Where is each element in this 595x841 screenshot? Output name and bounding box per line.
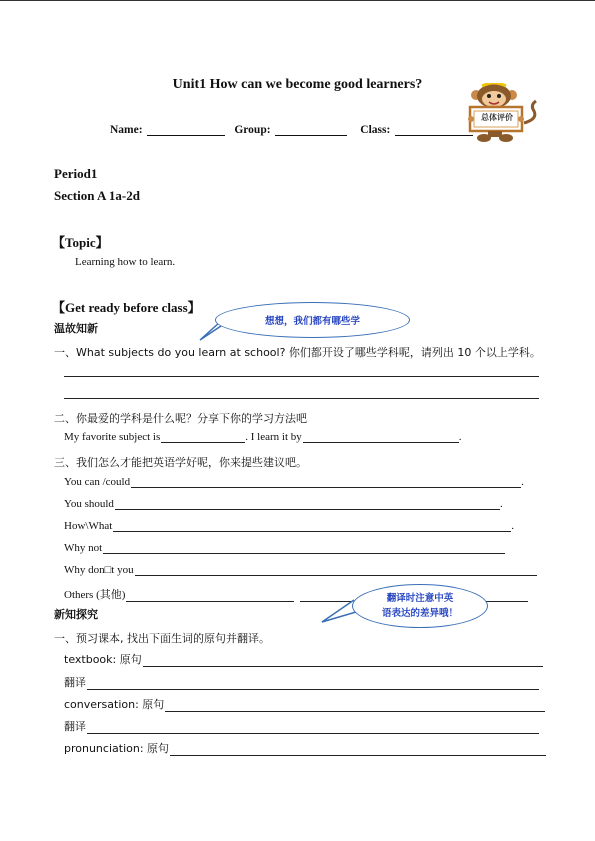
favorite-subject-blank[interactable] xyxy=(161,432,245,443)
review-label: 温故知新 xyxy=(54,322,98,335)
section-heading: Section A 1a-2d xyxy=(54,188,140,203)
group-label: Group: xyxy=(234,124,271,136)
class-label: Class: xyxy=(360,124,391,136)
suggestion-row xyxy=(64,564,537,576)
vocab-row-blank[interactable] xyxy=(165,701,545,712)
page-title: Unit1 How can we become good learners? xyxy=(172,77,423,92)
vocab-row-label: textbook: 原句 xyxy=(64,653,142,666)
row-end: . xyxy=(521,476,524,488)
suggestion-row xyxy=(64,520,514,532)
suggestion-row xyxy=(64,542,505,554)
vocab-row xyxy=(64,718,539,734)
hint-bubble-2-line2: 语表达的差异哦！ xyxy=(381,608,458,619)
suggestion-blank[interactable] xyxy=(126,591,294,602)
suggestion-prompt: You should xyxy=(64,498,114,510)
class-blank[interactable] xyxy=(395,123,473,136)
row-end: . xyxy=(499,498,503,510)
top-border xyxy=(0,0,595,1)
group-blank[interactable] xyxy=(275,123,347,136)
row-end: . xyxy=(511,520,515,532)
vocab-row-blank[interactable] xyxy=(87,723,539,734)
suggestion-prompt: Why don□t you xyxy=(64,564,134,576)
vocab-row xyxy=(64,651,543,667)
vocab-row-blank[interactable] xyxy=(87,679,539,690)
vocab-row-blank[interactable] xyxy=(143,656,543,667)
mascot-sign-text: 总体评价 xyxy=(481,113,513,122)
explore-label: 新知探究 xyxy=(54,608,98,621)
topic-heading: 【Topic】 xyxy=(52,235,109,250)
suggestion-prompt: Why not xyxy=(64,542,103,554)
vocab-row-blank[interactable] xyxy=(170,745,546,756)
period-heading: Period1 xyxy=(54,166,98,181)
vocab-row xyxy=(64,696,545,712)
vocab-row-label: 翻译 xyxy=(64,720,86,733)
answer-line-1b[interactable] xyxy=(64,398,539,399)
suggestion-row xyxy=(64,476,524,488)
suggestion-blank[interactable] xyxy=(115,499,500,510)
answer-line-1a[interactable] xyxy=(64,376,539,377)
question-1: 一、What subjects do you learn at school? 你们都开设了哪些学科呢，请列出 10 个以上学科。 xyxy=(54,346,541,359)
vocab-row-label: conversation: 原句 xyxy=(64,698,165,711)
row-end-period: . xyxy=(458,431,462,443)
hint-bubble-1-text: 想想，我们都有哪些学 xyxy=(264,316,360,327)
name-blank[interactable] xyxy=(147,123,225,136)
learn-by-prompt: . I learn it by xyxy=(245,431,302,443)
suggestion-blank[interactable] xyxy=(113,521,511,532)
explore-question-1: 一、预习课本, 找出下面生词的原句并翻译。 xyxy=(54,632,270,645)
vocab-row xyxy=(64,674,539,690)
suggestion-prompt: How\What xyxy=(64,520,113,532)
hint-bubble-2-line1: 翻译时注意中英 xyxy=(386,593,454,604)
favorite-subject-prompt: My favorite subject is xyxy=(64,431,161,443)
hint-bubble-1 xyxy=(215,302,410,338)
name-label: Name: xyxy=(110,124,143,136)
question-2: 二、你最爱的学科是什么呢？分享下你的学习方法吧 xyxy=(54,412,307,425)
learn-by-blank[interactable] xyxy=(303,432,459,443)
suggestion-row xyxy=(64,498,503,510)
topic-text: Learning how to learn. xyxy=(75,256,176,268)
vocab-row-label: pronunciation: 原句 xyxy=(64,742,170,755)
suggestion-prompt: Others (其他) xyxy=(64,589,126,601)
suggestion-blank[interactable] xyxy=(103,543,505,554)
vocab-row-label: 翻译 xyxy=(64,676,86,689)
student-info-row xyxy=(110,123,479,136)
suggestion-prompt: You can /could xyxy=(64,476,131,488)
vocab-row xyxy=(64,740,546,756)
favorite-subject-row xyxy=(64,431,462,443)
hint-bubble-2 xyxy=(352,584,488,628)
question-3: 三、我们怎么才能把英语学好呢，你来提些建议吧。 xyxy=(54,456,307,469)
ready-heading: 【Get ready before class】 xyxy=(52,300,201,315)
suggestion-blank[interactable] xyxy=(135,565,537,576)
suggestion-blank[interactable] xyxy=(131,477,521,488)
